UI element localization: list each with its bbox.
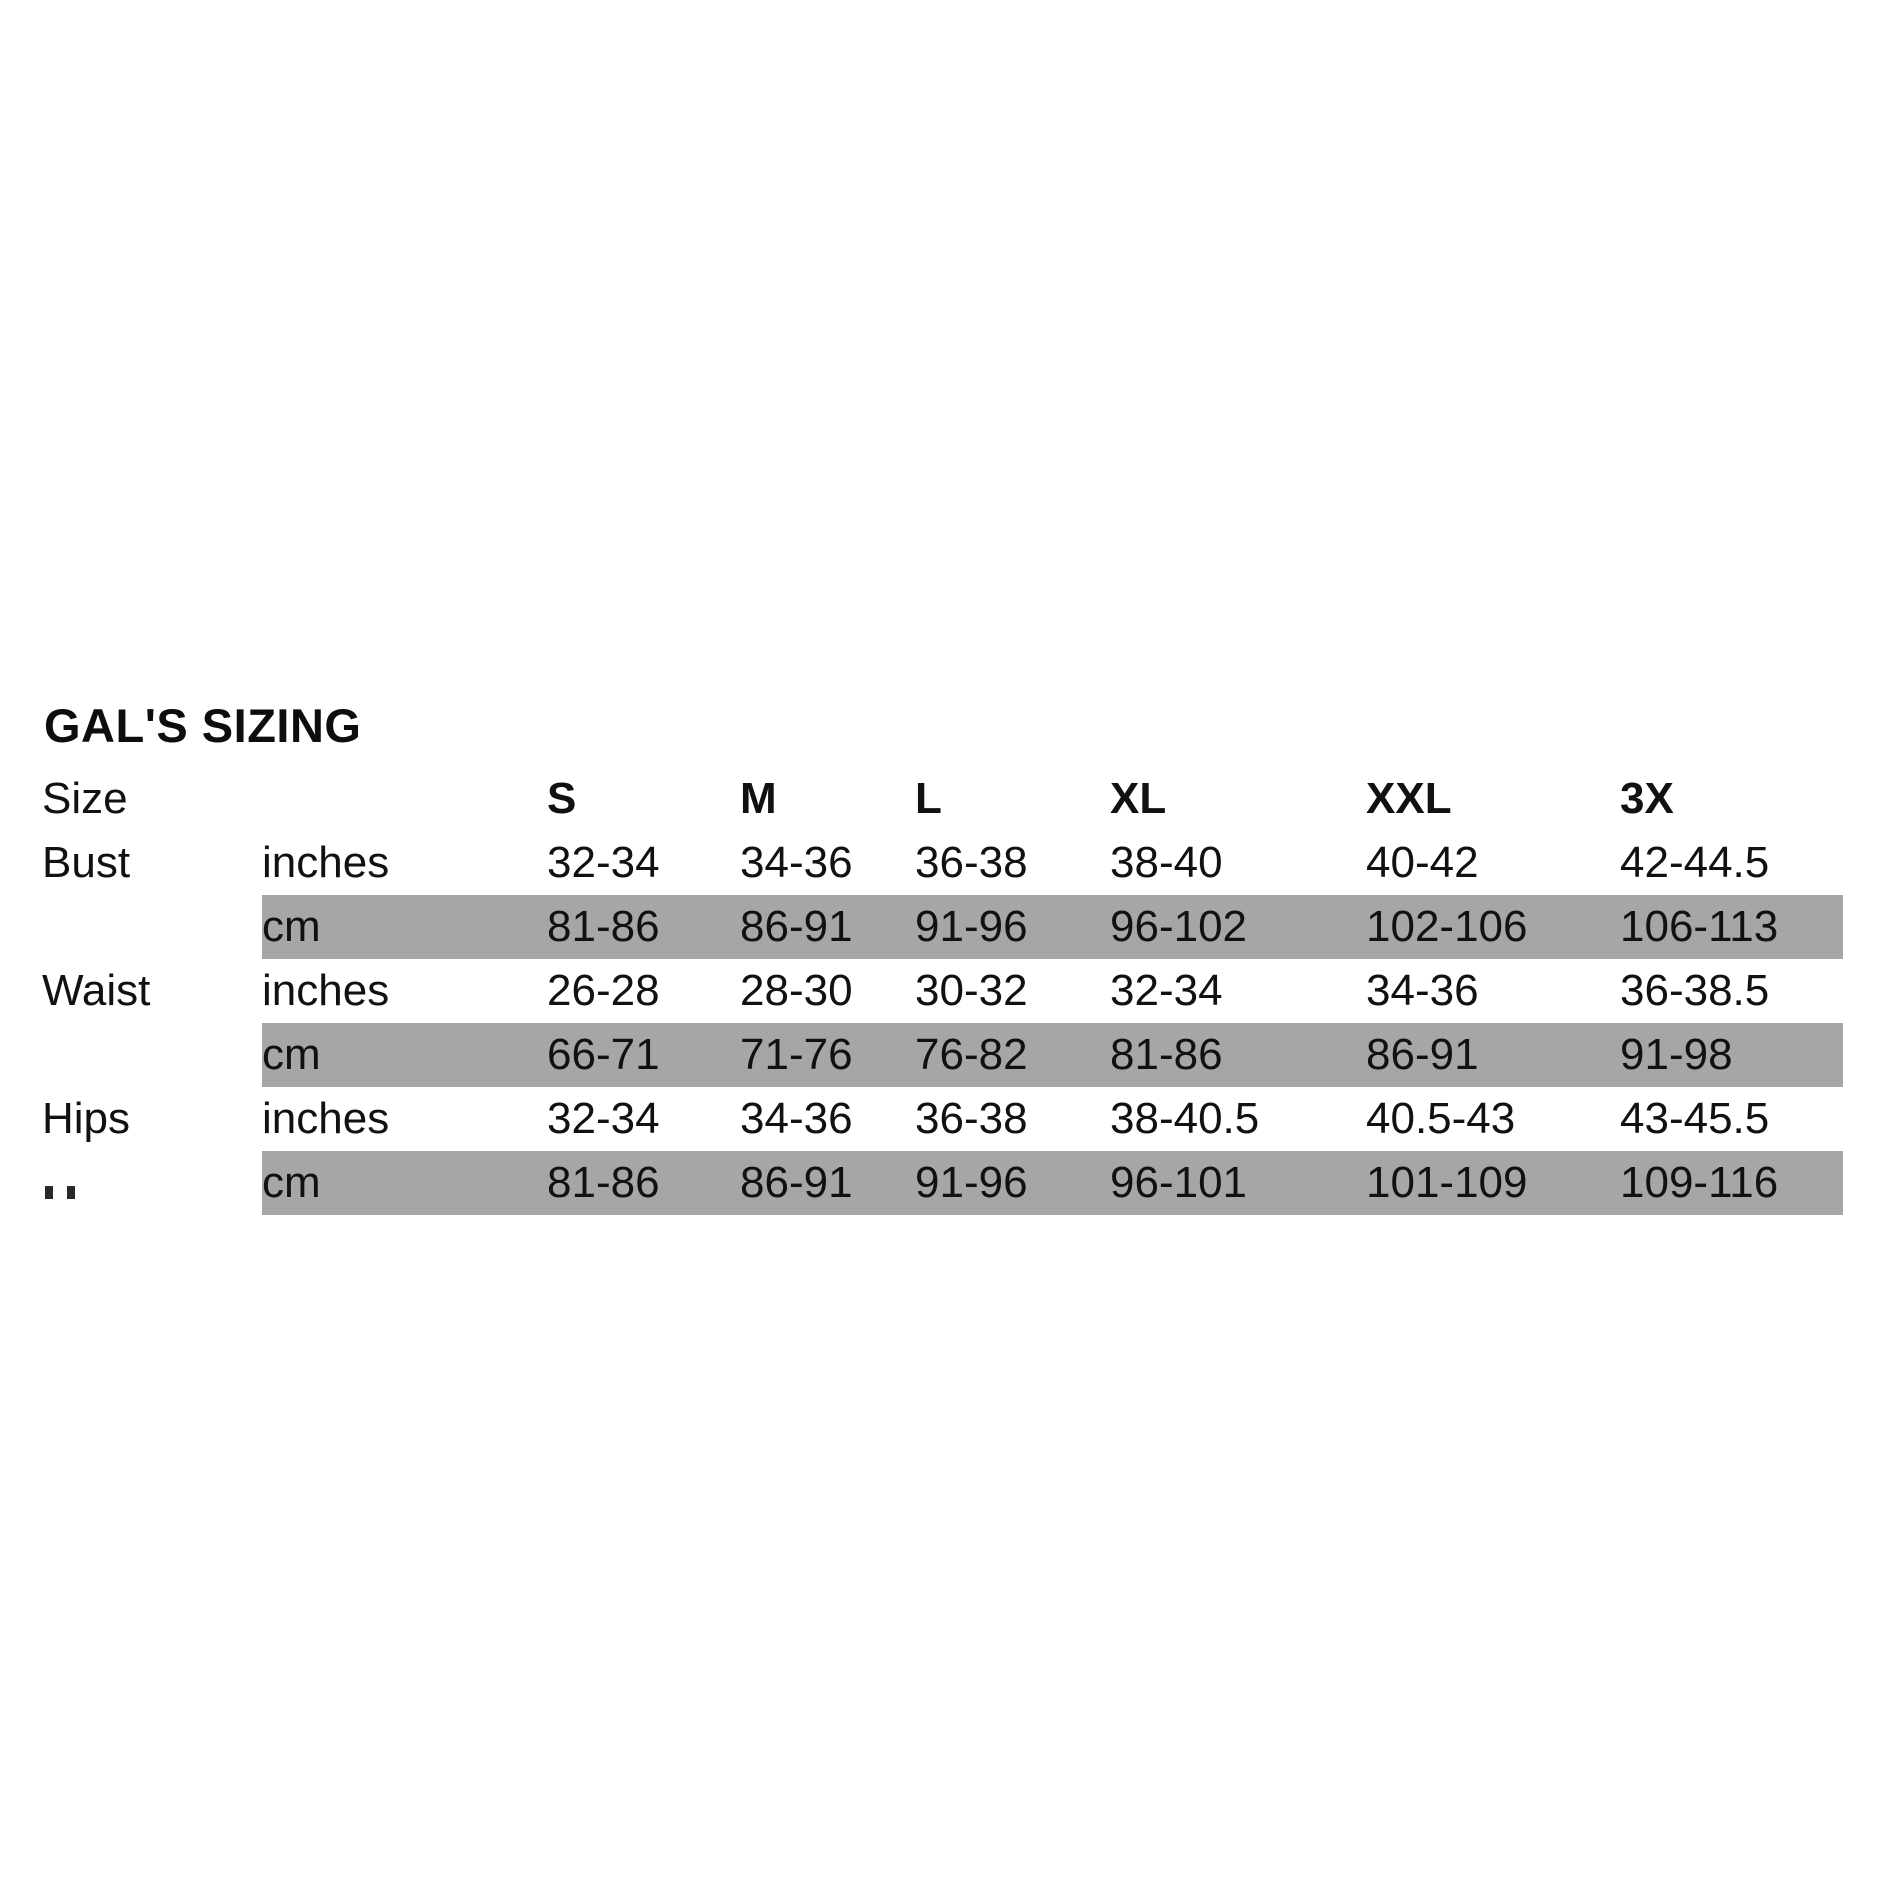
row-unit: cm <box>262 1151 547 1215</box>
cell-value: 86-91 <box>740 1151 915 1215</box>
row-unit: cm <box>262 1023 547 1087</box>
cell-value: 43-45.5 <box>1620 1094 1770 1143</box>
header-row <box>42 767 1843 831</box>
header-size-xl: XL <box>1110 774 1167 823</box>
header-size-l: L <box>915 774 942 823</box>
row-label: Hips <box>42 1094 131 1143</box>
sizing-table <box>42 767 1843 1215</box>
cell-value: 26-28 <box>547 966 660 1015</box>
cell-value: 76-82 <box>915 1023 1110 1087</box>
row-label <box>42 1023 262 1087</box>
cell-value: 34-36 <box>740 1094 853 1143</box>
cell-value: 81-86 <box>547 1151 740 1215</box>
row-label: Waist <box>42 966 151 1015</box>
chart-title: GAL'S SIZING <box>44 699 362 752</box>
cell-value: 106-113 <box>1620 895 1843 959</box>
cell-value: 34-36 <box>740 838 853 887</box>
cell-value: 91-96 <box>915 1151 1110 1215</box>
cell-value: 32-34 <box>1110 966 1223 1015</box>
cell-value: 91-98 <box>1620 1023 1843 1087</box>
cell-value: 102-106 <box>1366 895 1620 959</box>
row-label: Bust <box>42 838 131 887</box>
cell-value: 34-36 <box>1366 966 1479 1015</box>
cell-value: 86-91 <box>740 895 915 959</box>
header-size-label: Size <box>42 774 128 823</box>
size-chart <box>42 698 1843 1215</box>
cell-value: 40.5-43 <box>1366 1094 1516 1143</box>
table-row-bust-inches <box>42 831 1843 895</box>
row-unit: inches <box>262 966 390 1015</box>
cell-value: 32-34 <box>547 838 660 887</box>
header-size-m: M <box>740 774 777 823</box>
header-size-s: S <box>547 774 577 823</box>
cell-value: 71-76 <box>740 1023 915 1087</box>
cell-value: 32-34 <box>547 1094 660 1143</box>
header-unit-cell <box>262 767 547 831</box>
cell-value: 36-38 <box>915 1094 1028 1143</box>
clipped-letter-stroke <box>45 1186 53 1199</box>
cell-value: 91-96 <box>915 895 1110 959</box>
row-label <box>42 895 262 959</box>
cell-value: 38-40 <box>1110 838 1223 887</box>
row-unit: inches <box>262 1094 390 1143</box>
table-row-hips-cm <box>42 1151 1843 1215</box>
cell-value: 81-86 <box>547 895 740 959</box>
cell-value: 96-101 <box>1110 1151 1366 1215</box>
row-label <box>42 1151 262 1215</box>
cell-value: 42-44.5 <box>1620 838 1770 887</box>
cell-value: 101-109 <box>1366 1151 1620 1215</box>
cell-value: 38-40.5 <box>1110 1094 1260 1143</box>
clipped-letter-stroke <box>67 1186 75 1199</box>
row-unit: inches <box>262 838 390 887</box>
cell-value: 86-91 <box>1366 1023 1620 1087</box>
row-unit: cm <box>262 895 547 959</box>
cell-value: 96-102 <box>1110 895 1366 959</box>
header-size-3x: 3X <box>1620 774 1674 823</box>
clipped-text-remnant <box>45 1186 85 1200</box>
cell-value: 36-38 <box>915 838 1028 887</box>
cell-value: 81-86 <box>1110 1023 1366 1087</box>
cell-value: 40-42 <box>1366 838 1479 887</box>
cell-value: 36-38.5 <box>1620 966 1770 1015</box>
cell-value: 66-71 <box>547 1023 740 1087</box>
table-row-bust-cm <box>42 895 1843 959</box>
table-row-waist-cm <box>42 1023 1843 1087</box>
cell-value: 28-30 <box>740 966 853 1015</box>
header-size-xxl: XXL <box>1366 774 1452 823</box>
cell-value: 30-32 <box>915 966 1028 1015</box>
cell-value: 109-116 <box>1620 1151 1843 1215</box>
table-row-waist-inches <box>42 959 1843 1023</box>
table-row-hips-inches <box>42 1087 1843 1151</box>
